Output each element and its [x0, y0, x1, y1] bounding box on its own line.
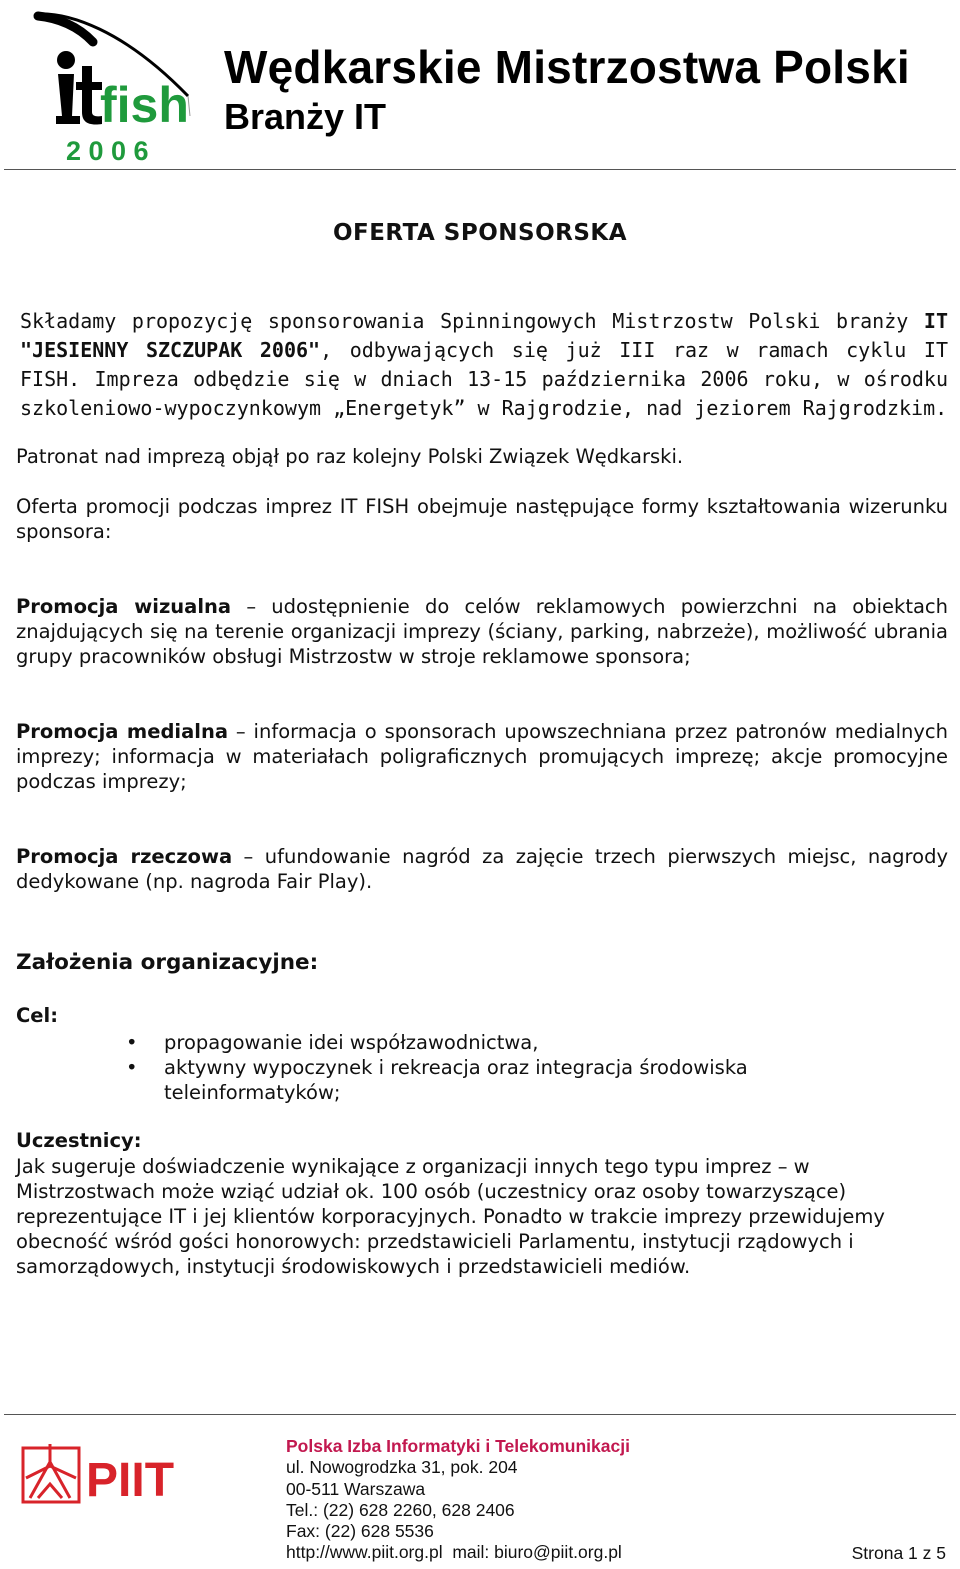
list-item: [126, 1055, 826, 1105]
promotion-media: [16, 719, 948, 794]
promotion-term: Promocja medialna: [16, 720, 228, 743]
footer-address: [286, 1436, 630, 1564]
offer-intro-paragraph: Oferta promocji podczas imprez IT FISH obejmuje następujące formy kształtowania wizerunku sponsora:: [16, 495, 948, 543]
promotion-visual: [16, 594, 948, 669]
footer-org: Polska Izba Informatyki i Telekomunikacji: [286, 1436, 630, 1456]
footer-city: 00-511 Warszawa: [286, 1478, 426, 1499]
intro-text-2: , odbywających się już III raz w ramach cyklu IT FISH. Impreza odbędzie się w dniach 13-15 października 2006 roku, w ośrodku szkoleniowo-wypoczynkowym „Energetyk” w Rajgrodzie, nad jeziorem Rajgrodzkim.: [20, 338, 949, 420]
goal-label: Cel:: [16, 1004, 59, 1027]
footer-street: ul. Nowogrodzka 31, pok. 204: [286, 1457, 518, 1478]
promotion-material: [16, 844, 948, 894]
promotion-term: Promocja rzeczowa: [16, 845, 233, 868]
bullet-icon: •: [126, 1056, 138, 1079]
promotion-term: Promocja wizualna: [16, 595, 232, 618]
bullet-icon: •: [126, 1031, 138, 1054]
participants-label: Uczestnicy:: [16, 1129, 142, 1152]
page-number: Strona 1 z 5: [851, 1543, 946, 1563]
intro-bold: IT "JESIENNY SZCZUPAK 2006": [20, 309, 948, 362]
intro-text-1: Składamy propozycję sponsorowania Spinningowych Mistrzostw Polski branży: [20, 309, 924, 333]
promotion-text: – informacja o sponsorach upowszechniana przez patronów medialnych imprezy; informacja w materiałach poligraficznych promujących imprezę; akcje promocyjne podczas imprezy;: [16, 720, 948, 793]
list-item: [126, 1030, 826, 1055]
promotion-text: – udostępnienie do celów reklamowych powierzchni na obiektach znajdujących się na terenie organizacji imprezy (ściany, parking, nabrzeże), możliwość ubrania grupy pracowników obsługi Mistrzostw w stroje reklamowe sponsora;: [16, 595, 949, 668]
logo-word: fish: [100, 77, 189, 133]
goals-list: [126, 1030, 826, 1105]
participants-paragraph: Jak sugeruje doświadczenie wynikające z organizacji innych tego typu imprez – w Mistrzostwach może wziąć udział ok. 100 osób (uczestnicy oraz osoby towarzyszące) reprezentujące IT i jej klientów korporacyjnych. Ponadto w trakcie imprezy przewidujemy obecność wśród gości honorowych: przedstawicieli Parlamentu, instytucji rządowych i samorządowych, instytucji środowiskowych i przedstawicieli mediów.: [16, 1155, 885, 1278]
piit-logo-text: PIIT: [86, 1454, 175, 1506]
footer-fax: Fax: (22) 628 5536: [286, 1521, 434, 1542]
piit-logo: [20, 1440, 196, 1506]
header-title: Wędkarskie Mistrzostwa Polski: [224, 41, 910, 93]
it-fish-logo: [28, 4, 198, 164]
section-heading: Założenia organizacyjne:: [16, 950, 319, 975]
list-item-text: propagowanie idei współzawodnictwa,: [164, 1031, 539, 1054]
intro-paragraph: [20, 307, 948, 423]
footer-tel: Tel.: (22) 628 2260, 628 2406: [286, 1499, 515, 1520]
logo-year: 2 0 0 6: [66, 136, 149, 164]
promotion-text: – ufundowanie nagród za zajęcie trzech pierwszych miejsc, nagrody dedykowane (np. nagroda Fair Play).: [16, 845, 948, 893]
document-title: OFERTA SPONSORSKA: [332, 220, 628, 246]
list-item-text: aktywny wypoczynek i rekreacja oraz integracja środowiska teleinformatyków;: [164, 1056, 748, 1104]
patronage-paragraph: Patronat nad imprezą objął po raz kolejny Polski Związek Wędkarski.: [16, 445, 684, 468]
header-rule: [4, 169, 956, 170]
header-subtitle: Branży IT: [224, 96, 387, 137]
footer-web-mail[interactable]: http://www.piit.org.pl mail: biuro@piit.org.pl: [286, 1542, 622, 1563]
footer-rule: [4, 1414, 956, 1415]
